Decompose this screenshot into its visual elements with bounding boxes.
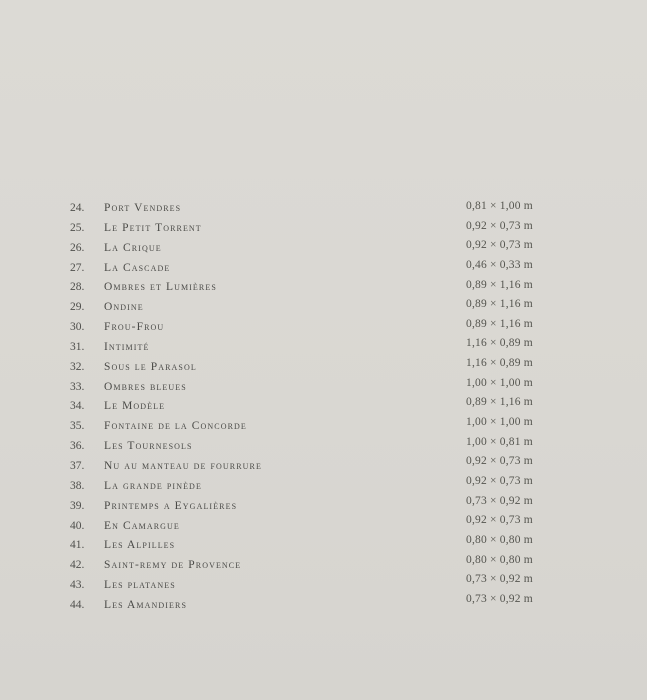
list-item: [70, 556, 370, 576]
entry-title: Ondine: [104, 301, 144, 314]
entry-title: Le Modèle: [104, 400, 166, 413]
entry-number: 42.: [70, 559, 85, 572]
entry-dimensions: 1,00 × 1,00 m: [466, 376, 533, 389]
entry-dimensions: 0,46 × 0,33 m: [466, 258, 533, 271]
entry-number: 38.: [70, 479, 85, 492]
entry-title: Frou-Frou: [104, 321, 165, 334]
dimension-list: [466, 197, 576, 609]
entry-number: 26.: [70, 241, 85, 254]
entry-title: Le Petit Torrent: [104, 221, 202, 234]
entry-dimensions: 0,73 × 0,92 m: [466, 592, 533, 605]
entry-dimensions: 0,81 × 1,00 m: [466, 200, 533, 212]
entry-title: Sous le Parasol: [104, 360, 197, 373]
list-item: [70, 517, 370, 537]
entry-number: 30.: [70, 321, 85, 334]
list-item: [70, 239, 370, 259]
entry-title: Les Alpilles: [104, 539, 176, 552]
entry-dimensions: 1,16 × 0,89 m: [466, 337, 533, 350]
entry-dimensions: 0,92 × 0,73 m: [466, 219, 533, 232]
entry-dimensions: 0,92 × 0,73 m: [466, 455, 533, 468]
entry-dimensions: 1,16 × 0,89 m: [466, 357, 533, 370]
list-item: [70, 219, 370, 239]
entry-number: 40.: [70, 519, 85, 532]
entry-title: En Camargue: [104, 519, 180, 532]
list-item: [70, 417, 370, 437]
entry-title: Ombres et Lumières: [104, 281, 217, 294]
list-item: [70, 477, 370, 497]
entry-number: 36.: [70, 440, 85, 453]
entry-number: 39.: [70, 499, 85, 512]
entry-dimensions: 0,89 × 1,16 m: [466, 396, 533, 409]
entry-dimensions: 0,73 × 0,92 m: [466, 494, 533, 507]
entry-number: 28.: [70, 281, 85, 294]
entry-title: Nu au manteau de fourrure: [104, 459, 262, 472]
entry-dimensions: 0,89 × 1,16 m: [466, 298, 533, 311]
entry-title: Port Vendres: [104, 202, 182, 214]
entry-number: 24.: [70, 202, 85, 214]
entry-title: La grande pinède: [104, 479, 202, 492]
entry-dimensions: 0,80 × 0,80 m: [466, 553, 533, 566]
entry-title: Fontaine de la Concorde: [104, 420, 247, 433]
list-item: [70, 298, 370, 318]
entry-dimensions: 0,73 × 0,92 m: [466, 573, 533, 586]
list-item: [70, 278, 370, 298]
entry-number: 31.: [70, 340, 85, 353]
list-item: [70, 596, 370, 616]
entry-number: 29.: [70, 301, 85, 314]
entry-number: 37.: [70, 459, 85, 472]
entry-number: 27.: [70, 261, 85, 274]
entry-dimensions: 1,00 × 1,00 m: [466, 416, 533, 429]
entry-number: 34.: [70, 400, 85, 413]
entry-title: Les platanes: [104, 579, 176, 592]
entry-number: 43.: [70, 579, 85, 592]
title-list: [70, 199, 370, 616]
entry-number: 25.: [70, 221, 85, 234]
entry-title: Ombres bleues: [104, 380, 187, 393]
list-item: [70, 259, 370, 279]
entry-dimensions: 0,92 × 0,73 m: [466, 514, 533, 527]
entry-number: 44.: [70, 598, 85, 611]
list-item: [70, 358, 370, 378]
entry-title: Intimité: [104, 340, 150, 353]
list-item: [70, 536, 370, 556]
entry-number: 35.: [70, 420, 85, 433]
list-item: [70, 199, 370, 219]
entry-number: 33.: [70, 380, 85, 393]
entry-number: 32.: [70, 360, 85, 373]
entry-title: Saint-remy de Provence: [104, 559, 242, 572]
list-item: [70, 497, 370, 517]
entry-number: 41.: [70, 539, 85, 552]
entry-dimensions: 0,80 × 0,80 m: [466, 533, 533, 546]
list-item: [70, 457, 370, 477]
entry-dimensions: 1,00 × 0,81 m: [466, 435, 533, 448]
entry-dimensions: 0,89 × 1,16 m: [466, 278, 533, 291]
entry-title: La Crique: [104, 241, 162, 254]
entry-title: Les Tournesols: [104, 440, 193, 453]
entry-title: Les Amandiers: [104, 598, 187, 611]
list-item: [70, 318, 370, 338]
entry-title: La Cascade: [104, 261, 171, 274]
list-item: [70, 338, 370, 358]
entry-dimensions: 0,92 × 0,73 m: [466, 239, 533, 252]
list-item: [70, 397, 370, 417]
entry-title: Printemps a Eygalières: [104, 499, 238, 512]
entry-dimensions: 0,89 × 1,16 m: [466, 317, 533, 330]
list-item: [70, 378, 370, 398]
entry-dimensions: 0,92 × 0,73 m: [466, 474, 533, 487]
list-item: [70, 437, 370, 457]
list-item: [70, 576, 370, 596]
